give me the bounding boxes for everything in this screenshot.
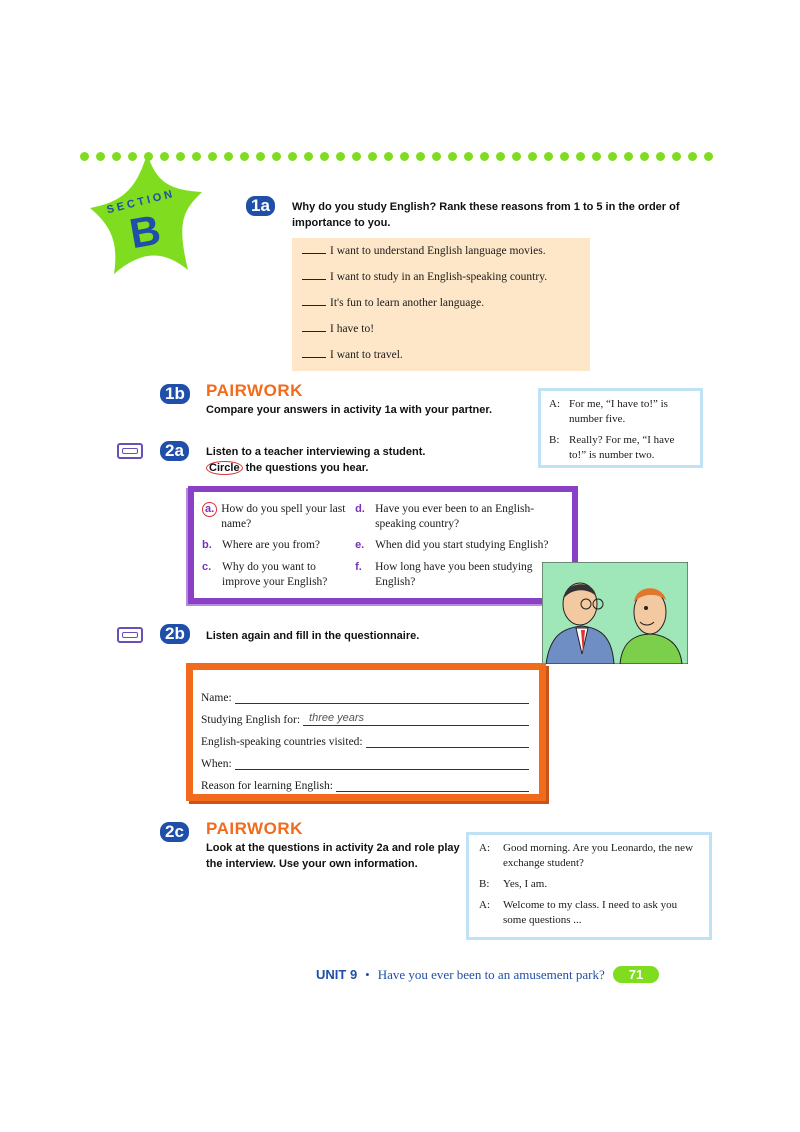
- footer-bullet: •: [365, 966, 370, 982]
- dialog-box-1b: [538, 388, 703, 468]
- divider-dot: [384, 152, 393, 161]
- rank-blank[interactable]: [302, 347, 326, 358]
- pairwork-heading-2c: PAIRWORK: [206, 819, 303, 838]
- divider-dot: [352, 152, 361, 161]
- divider-dot: [224, 152, 233, 161]
- rank-item[interactable]: I have to!: [302, 316, 580, 342]
- divider-dot: [240, 152, 249, 161]
- form-row-when: When:: [201, 748, 529, 770]
- instruction-1b: Compare your answers in activity 1a with your partner.: [206, 404, 493, 416]
- question-item[interactable]: a. How do you spell your last name?: [202, 502, 355, 538]
- question-item[interactable]: c. Why do you want to improve your English?: [202, 561, 328, 588]
- divider-dot: [448, 152, 457, 161]
- circle-word: Circle: [206, 461, 243, 475]
- divider-dot: [336, 152, 345, 161]
- divider-dot: [576, 152, 585, 161]
- question-item[interactable]: d. Have you ever been to an English-speaking country?: [355, 503, 535, 530]
- rank-blank[interactable]: [302, 321, 326, 332]
- unit-label: UNIT 9: [316, 967, 358, 982]
- form-row-studying-for: Studying English for: three years: [201, 704, 529, 726]
- section-star: [84, 150, 214, 280]
- form-row-name: Name:: [201, 682, 529, 704]
- divider-dot: [704, 152, 713, 161]
- instruction-1a: Why do you study English? Rank these reasons from 1 to 5 in the order of importance to you.: [292, 201, 680, 229]
- divider-dot: [560, 152, 569, 161]
- divider-dot: [288, 152, 297, 161]
- page-number: 71: [613, 966, 659, 983]
- questions-box: [188, 486, 578, 604]
- divider-dot: [688, 152, 697, 161]
- divider-dot: [432, 152, 441, 161]
- divider-dot: [640, 152, 649, 161]
- rank-item[interactable]: I want to study in an English-speaking country.: [302, 264, 580, 290]
- divider-dot: [256, 152, 265, 161]
- when-field[interactable]: [235, 755, 529, 770]
- activity-badge-1a: 1a: [246, 196, 275, 216]
- divider-dot: [544, 152, 553, 161]
- divider-dot: [272, 152, 281, 161]
- instruction-2a: Listen to a teacher interviewing a student. Circle the questions you hear.: [206, 446, 426, 474]
- question-item[interactable]: e. When did you start studying English?: [355, 539, 549, 551]
- dialog-line: B: Yes, I am.: [479, 878, 548, 890]
- studying-for-field[interactable]: three years: [303, 711, 529, 726]
- divider-dot: [464, 152, 473, 161]
- rank-box: [292, 238, 590, 371]
- divider-dot: [400, 152, 409, 161]
- question-item[interactable]: f. How long have you been studying English?: [355, 561, 533, 588]
- rank-blank[interactable]: [302, 295, 326, 306]
- reason-field[interactable]: [336, 777, 529, 792]
- form-row-reason: Reason for learning English:: [201, 770, 529, 792]
- divider-dot: [528, 152, 537, 161]
- divider-dot: [624, 152, 633, 161]
- question-item[interactable]: b. Where are you from?: [202, 539, 321, 551]
- divider-dot: [368, 152, 377, 161]
- divider-dot: [480, 152, 489, 161]
- activity-badge-2c: 2c: [160, 822, 189, 842]
- divider-dot: [608, 152, 617, 161]
- dialog-line: A: For me, “I have to!” is number five.: [549, 398, 668, 425]
- rank-blank[interactable]: [302, 269, 326, 280]
- instruction-2c: Look at the questions in activity 2a and role play the interview. Use your own information.: [206, 842, 460, 870]
- divider-dot: [656, 152, 665, 161]
- pairwork-heading-1b: PAIRWORK: [206, 381, 303, 400]
- dialog-line: A: Welcome to my class. I need to ask you some questions ...: [479, 899, 678, 926]
- dialog-line: B: Really? For me, “I have to!” is number two.: [549, 434, 675, 461]
- section-label: SECTION: [105, 187, 177, 217]
- dialog-line: A: Good morning. Are you Leonardo, the new exchange student?: [479, 842, 694, 869]
- countries-field[interactable]: [366, 733, 529, 748]
- interview-illustration: [542, 562, 688, 664]
- divider-dot: [672, 152, 681, 161]
- name-field[interactable]: [235, 689, 529, 704]
- divider-dot: [592, 152, 601, 161]
- teacher-student-illustration-icon: [542, 562, 688, 664]
- section-letter: B: [126, 205, 165, 258]
- divider-dot: [416, 152, 425, 161]
- activity-badge-2b: 2b: [160, 624, 190, 644]
- divider-dot: [304, 152, 313, 161]
- form-row-countries: English-speaking countries visited:: [201, 726, 529, 748]
- questionnaire-box: [186, 663, 546, 801]
- instruction-2b: Listen again and fill in the questionnaire.: [206, 630, 420, 642]
- rank-item[interactable]: I want to travel.: [302, 342, 580, 368]
- rank-blank[interactable]: [302, 243, 326, 254]
- unit-title: Have you ever been to an amusement park?: [377, 966, 605, 982]
- divider-dot: [512, 152, 521, 161]
- cassette-icon: [117, 443, 143, 459]
- activity-badge-1b: 1b: [160, 384, 190, 404]
- divider-dot: [320, 152, 329, 161]
- dialog-box-2c: [466, 832, 712, 940]
- rank-item[interactable]: I want to understand English language movies.: [302, 238, 580, 264]
- activity-badge-2a: 2a: [160, 441, 189, 461]
- rank-item[interactable]: It's fun to learn another language.: [302, 290, 580, 316]
- divider-dot: [496, 152, 505, 161]
- page-footer: [316, 966, 659, 983]
- cassette-icon: [117, 627, 143, 643]
